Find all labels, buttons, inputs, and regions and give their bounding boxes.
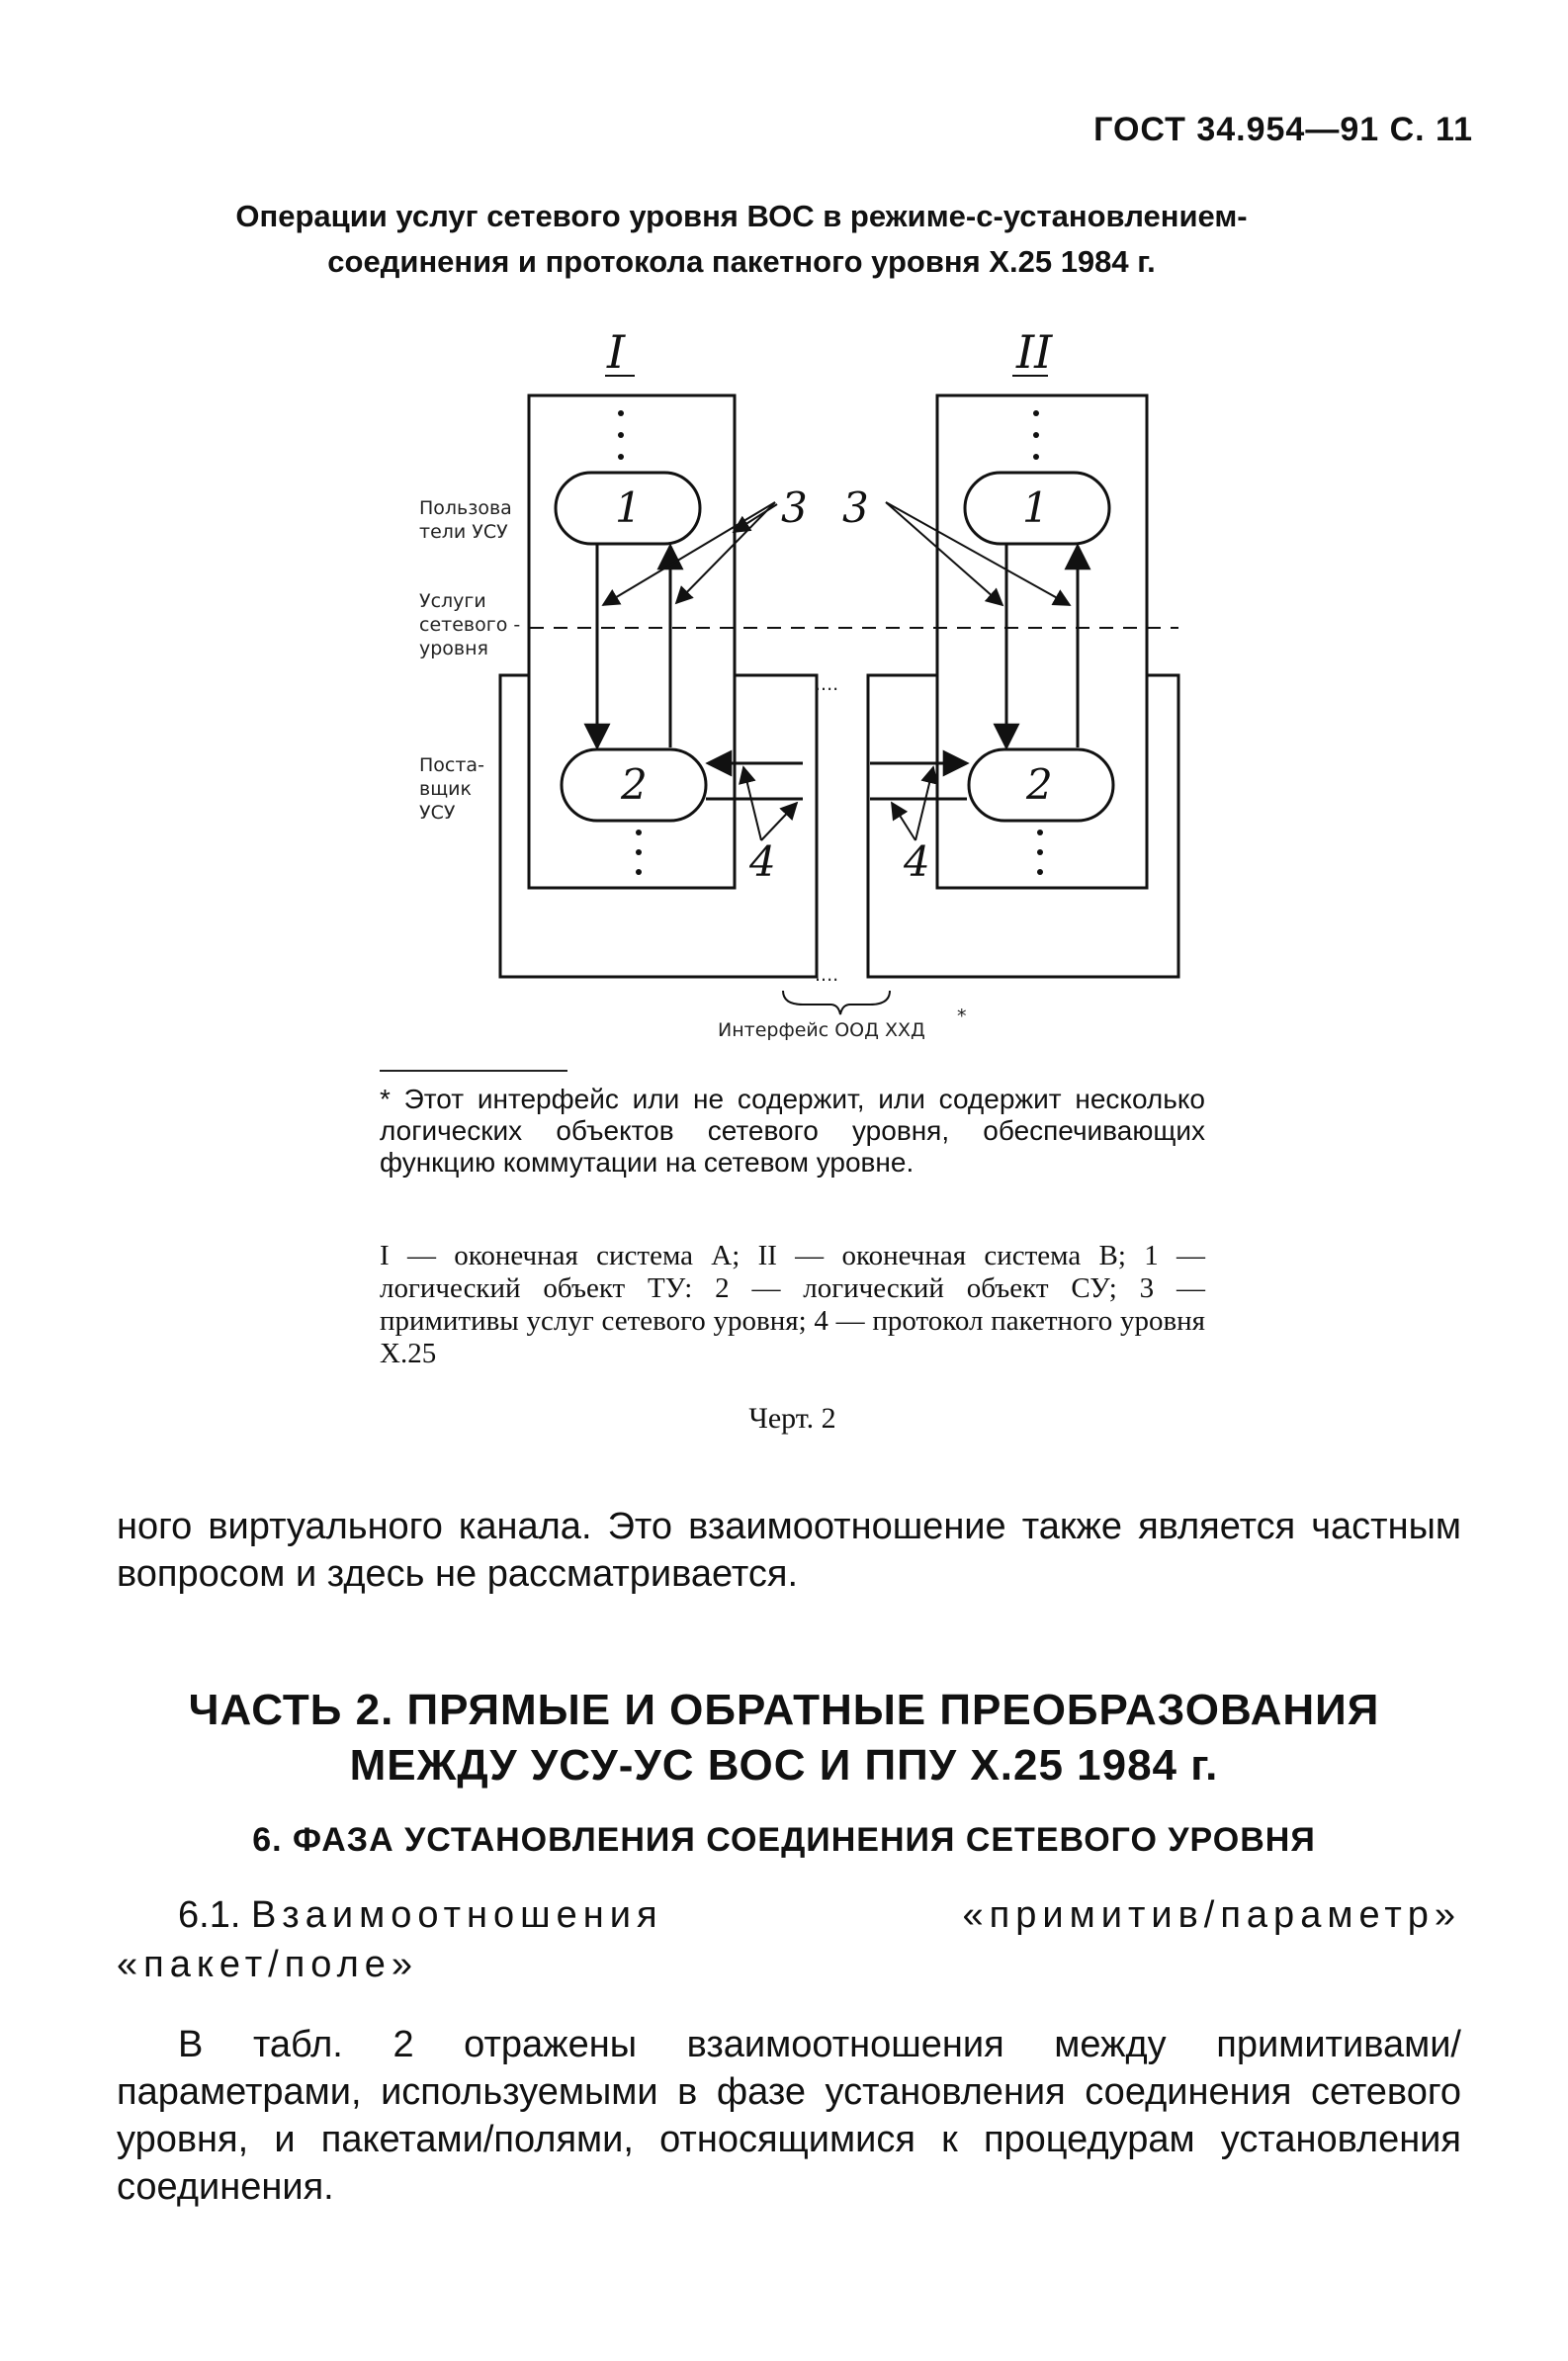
label-users-1: Пользова	[419, 497, 512, 519]
body-paragraph: В табл. 2 отражены взаимоотношения между примитивами/параметрами, используемыми в фазе установления соединения сетевого уровня, и пакетами/полями, относящимися к процедурам установления соединения.	[117, 2024, 1461, 2208]
entity-2-left-label: 2	[621, 760, 648, 809]
interface-dots-bottom: ....	[815, 964, 839, 986]
network-layer-diagram	[0, 0, 1568, 1078]
entity-2-right-label: 2	[1026, 760, 1053, 809]
system-label-2: II	[1016, 325, 1053, 379]
label-provider-2: вщик	[419, 778, 472, 800]
footnote-rule	[380, 1070, 567, 1072]
label-provider-1: Поста-	[419, 754, 484, 776]
subsection-title	[117, 1890, 1461, 1989]
figure-legend: I — оконечная система А; II — оконечная система В; 1 — логический объект ТУ: 2 — логический объект СУ; 3 — примитивы услуг сетевого уровня; 4 — протокол пакетного уровня Х.25	[380, 1240, 1205, 1369]
entity-1-right-label: 1	[1022, 483, 1049, 532]
figure-title-line-2: соединения и протокола пакетного уровня Х.25 1984 г.	[327, 244, 1156, 279]
label-4-right: 4	[904, 837, 930, 886]
subsection-quote-b: «пакет/поле»	[117, 1944, 419, 1985]
subsection-quote-a: «примитив/параметр»	[962, 1894, 1461, 1936]
label-3-right: 3	[842, 483, 869, 532]
label-services-3: уровня	[419, 638, 488, 659]
interface-dots-top: ....	[815, 673, 839, 695]
label-3-left: 3	[781, 483, 808, 532]
system-label-1: I	[607, 325, 626, 379]
interface-asterisk: *	[957, 1006, 967, 1027]
label-services-1: Услуги	[419, 590, 486, 612]
interface-brace	[783, 991, 890, 1014]
interface-label: Интерфейс ООД ХХД	[718, 1019, 925, 1041]
label-4-left: 4	[749, 837, 776, 886]
part-title-line-1: ЧАСТЬ 2. ПРЯМЫЕ И ОБРАТНЫЕ ПРЕОБРАЗОВАНИЯ	[188, 1686, 1380, 1734]
section-title: 6. ФАЗА УСТАНОВЛЕНИЯ СОЕДИНЕНИЯ СЕТЕВОГО УРОВНЯ	[252, 1821, 1316, 1859]
entity-1-left-label: 1	[615, 483, 642, 532]
part-title-line-2: МЕЖДУ УСУ-УС ВОС И ППУ Х.25 1984 г.	[349, 1741, 1219, 1790]
label-provider-3: УСУ	[419, 802, 456, 824]
subsection-word: Взаимоотношения	[250, 1894, 663, 1936]
subsection-number: 6.1.	[178, 1894, 241, 1936]
label-users-2: тели УСУ	[419, 521, 508, 543]
figure-caption: Черт. 2	[748, 1402, 836, 1435]
page-header: ГОСТ 34.954—91 С. 11	[1093, 111, 1473, 148]
part-title	[99, 1683, 1469, 1793]
figure-title-line-1: Операции услуг сетевого уровня ВОС в режиме-с-установлением-	[235, 199, 1248, 233]
label-services-2: сетевого -	[419, 614, 521, 636]
continuation-paragraph: ного виртуального канала. Это взаимоотношение также является частным вопросом и здесь не рассматривается.	[117, 1506, 1461, 1595]
footnote: * Этот интерфейс или не содержит, или содержит несколько логических объектов сетевого уровня, обеспечивающих функцию коммутации на сетевом уровне.	[380, 1084, 1205, 1178]
